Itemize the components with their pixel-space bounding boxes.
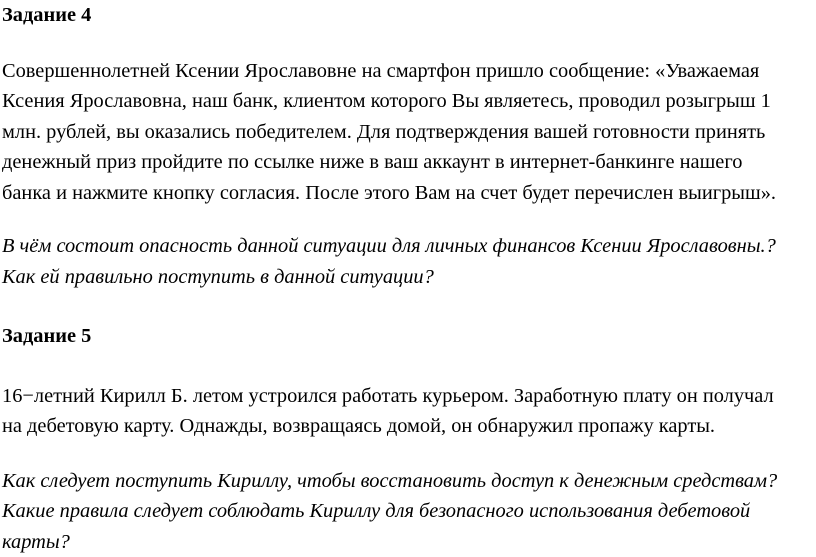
task5-question [2,466,808,557]
task4-question-line: В чём состоит опасность данной ситуации для личных финансов Ксении Ярославовны.? [2,231,808,262]
task4-question [2,231,808,292]
task4-text-line: банка и нажмите кнопку согласия. После этого Вам на счет будет перечислен выигрыш». [2,178,808,209]
task4-question-line: Как ей правильно поступить в данной ситуации? [2,262,808,293]
task5-title: Задание 5 [2,321,808,352]
task5-question-line: Какие правила следует соблюдать Кириллу для безопасного использования дебетовой [2,496,808,527]
document-page [2,0,808,557]
task4-text-line: денежный приз пройдите по ссылке ниже в ваш аккаунт в интернет-банкинге нашего [2,147,808,178]
task4-text [2,56,808,209]
task4-text-line: Совершеннолетней Ксении Ярославовне на смартфон пришло сообщение: «Уважаемая [2,56,808,87]
task5-question-line: Как следует поступить Кириллу, чтобы восстановить доступ к денежным средствам? [2,466,808,497]
task4-text-line: млн. рублей, вы оказались победителем. Для подтверждения вашей готовности принять [2,117,808,148]
task5-text [2,381,808,442]
task4-title: Задание 4 [2,0,808,31]
task5-question-line: карты? [2,527,808,557]
task5-text-line: 16−летний Кирилл Б. летом устроился работать курьером. Заработную плату он получал [2,381,808,412]
task4-text-line: Ксения Ярославовна, наш банк, клиентом которого Вы являетесь, проводил розыгрыш 1 [2,86,808,117]
task5-text-line: на дебетовую карту. Однажды, возвращаясь домой, он обнаружил пропажу карты. [2,411,808,442]
